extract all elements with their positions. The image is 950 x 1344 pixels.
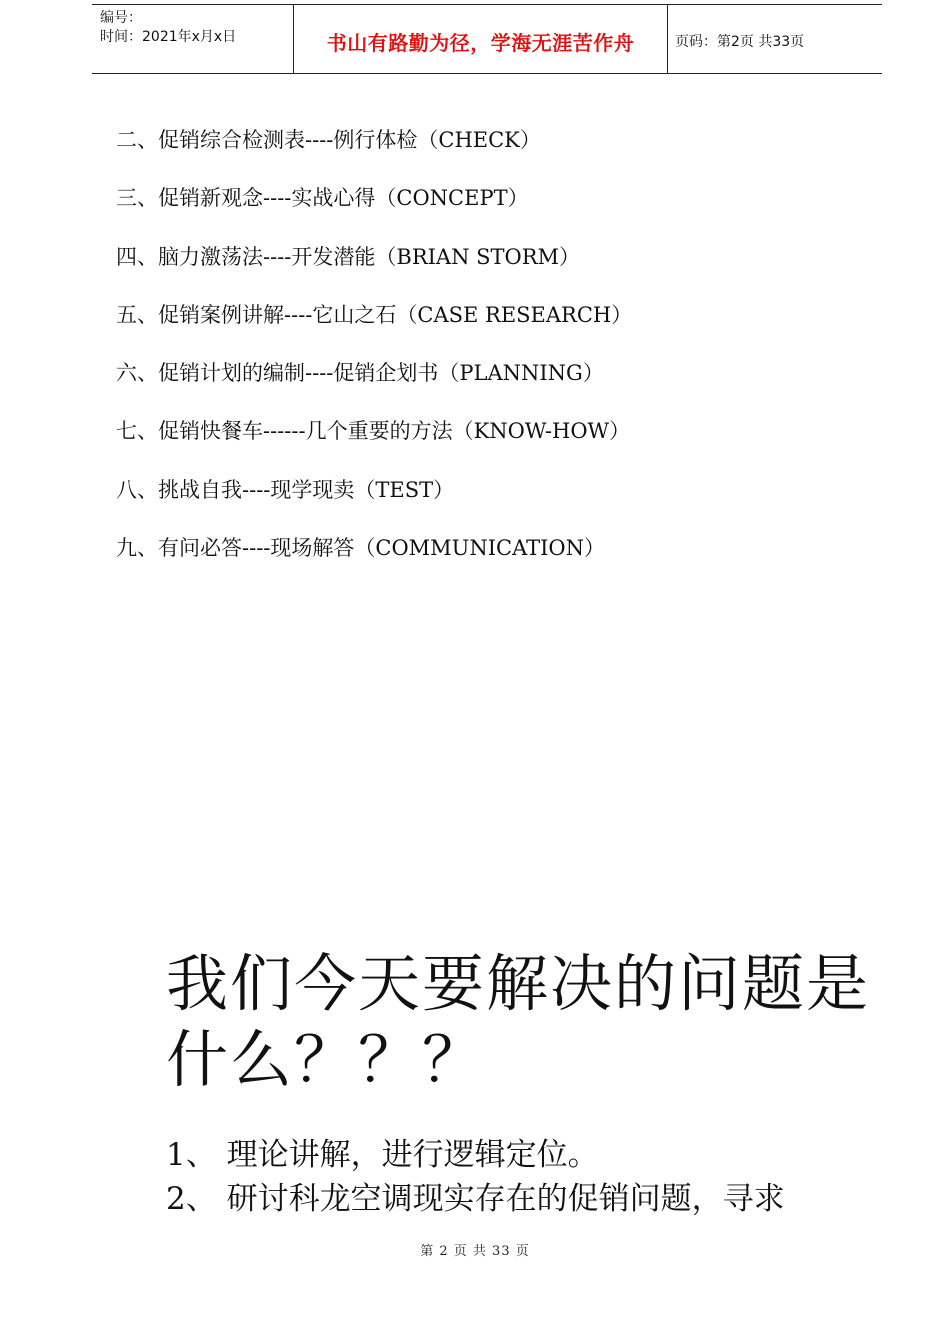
toc-item: 八、挑战自我----现学现卖（TEST）: [116, 477, 455, 502]
header-page-number: 页码：第2页 共33页: [675, 34, 805, 50]
toc-item: 五、促销案例讲解----它山之石（CASE RESEARCH）: [116, 302, 633, 327]
page-header: [92, 4, 882, 74]
main-heading: 我们今天要解决的问题是什么？？？: [166, 947, 871, 1096]
toc-item: 六、促销计划的编制----促销企划书（PLANNING）: [116, 361, 604, 386]
serial-number-label: 编号：: [100, 10, 142, 26]
header-divider-right: [667, 5, 668, 73]
toc-item: 四、脑力激荡法----开发潜能（BRIAN STORM）: [116, 244, 581, 269]
page-footer: 第 2 页 共 33 页: [420, 1244, 530, 1259]
header-meta: [100, 9, 236, 47]
discussion-points: [166, 1133, 785, 1221]
toc-item: 九、有问必答----现场解答（COMMUNICATION）: [116, 536, 606, 561]
header-motto: 书山有路勤为径，学海无涯苦作舟: [326, 31, 635, 55]
point-item: 2、 研讨科龙空调现实存在的促销问题，寻求: [166, 1181, 785, 1217]
toc-item: 七、促销快餐车------几个重要的方法（KNOW-HOW）: [116, 419, 631, 444]
table-of-contents: [116, 124, 632, 590]
toc-item: 二、促销综合检测表----例行体检（CHECK）: [116, 128, 541, 152]
point-item: 1、 理论讲解，进行逻辑定位。: [166, 1137, 599, 1173]
time-label: 时间：2021年x月x日: [100, 29, 237, 45]
toc-item: 三、促销新观念----实战心得（CONCEPT）: [116, 186, 529, 211]
